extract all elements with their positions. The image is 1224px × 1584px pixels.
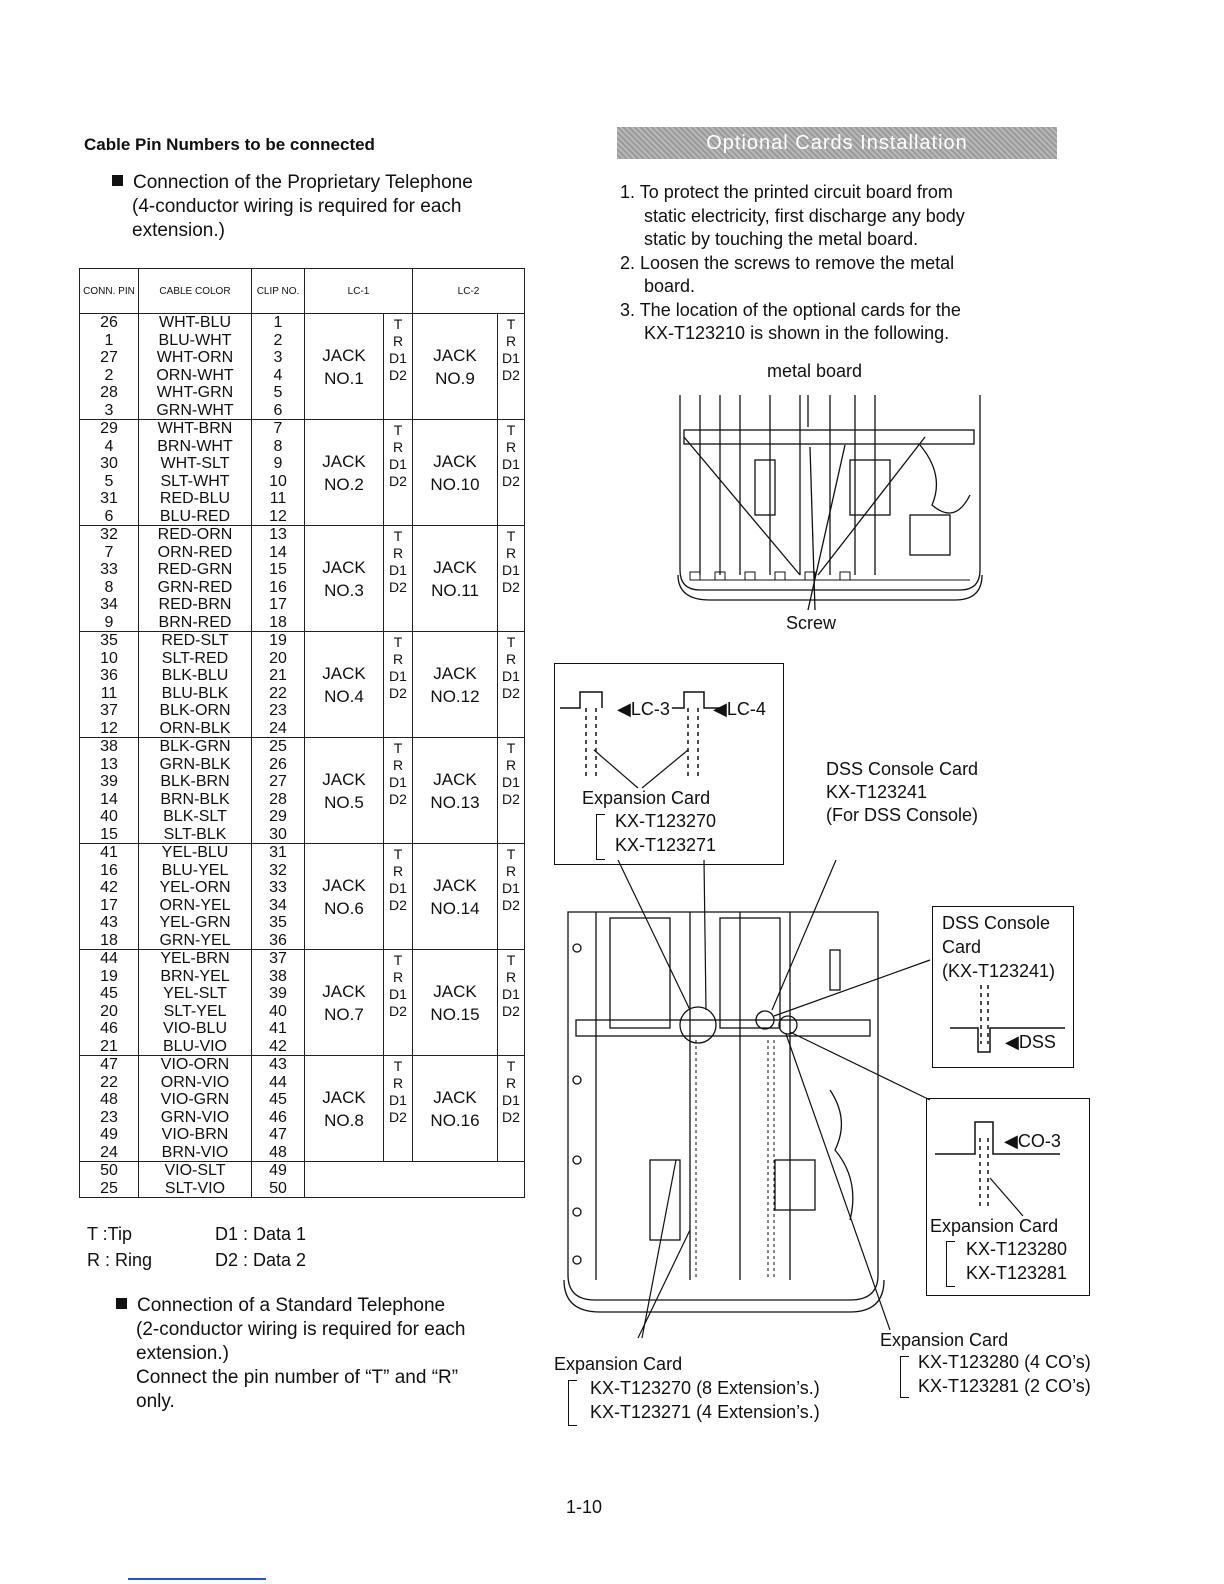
lc-slot-drawing: [560, 680, 780, 790]
conn-pin-cell: 26 1 27 2 28 3: [80, 314, 139, 420]
conn-pin-cell: 47 22 48 23 49 24: [80, 1056, 139, 1162]
co-model-2: KX-T123281: [966, 1263, 1068, 1283]
lc1-jack-cell: JACK NO.7: [305, 950, 384, 1056]
lc2-tr-cell: T R D1 D2: [498, 314, 525, 420]
lc2-jack-cell: JACK NO.10: [413, 420, 498, 526]
lc3-tag: ◀LC-3: [617, 699, 670, 719]
metal-board-label: metal board: [767, 361, 863, 381]
lc2-tr-cell: T R D1 D2: [498, 738, 525, 844]
lc2-jack-cell: JACK NO.15: [413, 950, 498, 1056]
lc1-jack-cell: JACK NO.6: [305, 844, 384, 950]
page-number: 1-10: [566, 1497, 603, 1517]
dss-tag: ◀DSS: [1005, 1032, 1056, 1052]
lc1-jack-cell: JACK NO.1: [305, 314, 384, 420]
table-row: [80, 526, 525, 632]
lc2-tr-cell: T R D1 D2: [498, 1056, 525, 1162]
cable-color-cell: RED-SLT SLT-RED BLK-BLU BLU-BLK BLK-ORN ORN-BLK: [139, 632, 252, 738]
lc2-jack-cell: JACK NO.12: [413, 632, 498, 738]
lc1-tr-cell: T R D1 D2: [384, 844, 413, 950]
table-row: [80, 1056, 525, 1162]
conn-pin-cell: 32 7 33 8 34 9: [80, 526, 139, 632]
lc1-tr-cell: T R D1 D2: [384, 526, 413, 632]
lc-expansion-label: Expansion Card: [582, 788, 711, 808]
clip-no-cell: 49 50: [252, 1162, 305, 1198]
lc2-jack-cell: JACK NO.16: [413, 1056, 498, 1162]
cable-pin-table: [79, 268, 525, 1198]
proprietary-telephone-note: Connection of the Proprietary Telephone (4-conductor wiring is required for each extension.): [112, 171, 473, 243]
cable-color-cell: WHT-BRN BRN-WHT WHT-SLT SLT-WHT RED-BLU BLU-RED: [139, 420, 252, 526]
footer-rule: [128, 1578, 266, 1580]
cable-color-cell: VIO-ORN ORN-VIO VIO-GRN GRN-VIO VIO-BRN BRN-VIO: [139, 1056, 252, 1162]
clip-no-cell: 1 2 3 4 5 6: [252, 314, 305, 420]
lc1-tr-cell: T R D1 D2: [384, 738, 413, 844]
co-slot-drawing: [935, 1110, 1075, 1220]
bracket-icon: [900, 1356, 909, 1398]
bullet-icon: [112, 175, 123, 186]
conn-pin-cell: 50 25: [80, 1162, 139, 1198]
bottom-right-model-1: KX-T123280 (4 CO’s): [918, 1352, 1091, 1372]
lc2-tr-cell: T R D1 D2: [498, 844, 525, 950]
cable-color-cell: VIO-SLT SLT-VIO: [139, 1162, 252, 1198]
installation-steps: 1. To protect the printed circuit board from static electricity, first discharge any body static by touching the metal board. 2. Loosen the screws to remove the metal board. 3. The location of the optional cards for the KX-T123210 is shown in the following.: [620, 182, 965, 343]
conn-pin-cell: 38 13 39 14 40 15: [80, 738, 139, 844]
section-banner: Optional Cards Installation: [617, 127, 1057, 159]
bracket-icon: [946, 1241, 955, 1287]
clip-no-cell: 7 8 9 10 11 12: [252, 420, 305, 526]
section-title: Cable Pin Numbers to be connected: [84, 135, 375, 154]
lc1-jack-cell: JACK NO.2: [305, 420, 384, 526]
lc2-tr-cell: T R D1 D2: [498, 420, 525, 526]
clip-no-cell: 43 44 45 46 47 48: [252, 1056, 305, 1162]
cable-color-cell: YEL-BRN BRN-YEL YEL-SLT SLT-YEL VIO-BLU BLU-VIO: [139, 950, 252, 1056]
cable-color-cell: RED-ORN ORN-RED RED-GRN GRN-RED RED-BRN BRN-RED: [139, 526, 252, 632]
conn-pin-cell: 41 16 42 17 43 18: [80, 844, 139, 950]
clip-no-cell: 13 14 15 16 17 18: [252, 526, 305, 632]
header-cable-color: CABLE COLOR: [139, 269, 252, 314]
lc-model-1: KX-T123270: [615, 811, 717, 831]
conn-pin-cell: 29 4 30 5 31 6: [80, 420, 139, 526]
cable-color-cell: YEL-BLU BLU-YEL YEL-ORN ORN-YEL YEL-GRN GRN-YEL: [139, 844, 252, 950]
header-clip-no: CLIP NO.: [252, 269, 305, 314]
lc2-tr-cell: T R D1 D2: [498, 950, 525, 1056]
co-model-1: KX-T123280: [966, 1239, 1068, 1259]
co3-tag: ◀CO-3: [1004, 1131, 1061, 1151]
conn-pin-cell: 44 19 45 20 46 21: [80, 950, 139, 1056]
lc1-tr-cell: T R D1 D2: [384, 1056, 413, 1162]
lc2-tr-cell: T R D1 D2: [498, 632, 525, 738]
lc1-tr-cell: T R D1 D2: [384, 420, 413, 526]
co-expansion-label: Expansion Card: [930, 1216, 1059, 1236]
header-lc2: LC-2: [413, 269, 525, 314]
lc1-jack-cell: JACK NO.5: [305, 738, 384, 844]
bottom-right-expansion-label: Expansion Card: [880, 1330, 1009, 1350]
bracket-icon: [596, 814, 605, 860]
table-row: [80, 950, 525, 1056]
lc1-jack-cell: JACK NO.4: [305, 632, 384, 738]
lc1-tr-cell: T R D1 D2: [384, 314, 413, 420]
empty-cell: [305, 1162, 525, 1198]
table-row: [80, 420, 525, 526]
cable-color-cell: WHT-BLU BLU-WHT WHT-ORN ORN-WHT WHT-GRN GRN-WHT: [139, 314, 252, 420]
clip-no-cell: 25 26 27 28 29 30: [252, 738, 305, 844]
lc2-jack-cell: JACK NO.13: [413, 738, 498, 844]
bracket-icon: [568, 1380, 577, 1426]
table-row: [80, 1162, 525, 1198]
clip-no-cell: 31 32 33 34 35 36: [252, 844, 305, 950]
lc2-jack-cell: JACK NO.14: [413, 844, 498, 950]
dss-box-label: DSS Console Card (KX-T123241): [942, 913, 1056, 981]
legend: T :Tip D1 : Data 1 R : Ring D2 : Data 2: [87, 1224, 307, 1270]
dss-card-label: DSS Console Card KX-T123241 (For DSS Console): [826, 759, 979, 825]
conn-pin-cell: 35 10 36 11 37 12: [80, 632, 139, 738]
lc-model-2: KX-T123271: [615, 835, 717, 855]
lc2-tr-cell: T R D1 D2: [498, 526, 525, 632]
lc1-jack-cell: JACK NO.3: [305, 526, 384, 632]
lc2-jack-cell: JACK NO.11: [413, 526, 498, 632]
lc2-jack-cell: JACK NO.9: [413, 314, 498, 420]
screw-label: Screw: [786, 613, 837, 633]
header-lc1: LC-1: [305, 269, 413, 314]
table-row: [80, 632, 525, 738]
lc1-jack-cell: JACK NO.8: [305, 1056, 384, 1162]
lc1-tr-cell: T R D1 D2: [384, 950, 413, 1056]
table-row: [80, 844, 525, 950]
header-conn-pin: CONN. PIN: [80, 269, 139, 314]
main-unit-drawing: [550, 860, 940, 1340]
table-row: [80, 738, 525, 844]
cable-color-cell: BLK-GRN GRN-BLK BLK-BRN BRN-BLK BLK-SLT SLT-BLK: [139, 738, 252, 844]
clip-no-cell: 37 38 39 40 41 42: [252, 950, 305, 1056]
clip-no-cell: 19 20 21 22 23 24: [252, 632, 305, 738]
standard-telephone-note: Connection of a Standard Telephone (2-conductor wiring is required for each extension.) Connect the pin number of “T” and “R” only.: [116, 1294, 466, 1414]
bottom-right-model-2: KX-T123281 (2 CO’s): [918, 1376, 1091, 1396]
lc1-tr-cell: T R D1 D2: [384, 632, 413, 738]
metal-board-drawing: [670, 385, 990, 635]
bottom-left-model-1: KX-T123270 (8 Extension’s.): [590, 1378, 820, 1398]
bullet-icon: [116, 1298, 127, 1309]
table-row: [80, 314, 525, 420]
lc4-tag: ◀LC-4: [713, 699, 766, 719]
bottom-left-expansion-label: Expansion Card: [554, 1354, 683, 1374]
bottom-left-model-2: KX-T123271 (4 Extension’s.): [590, 1402, 820, 1422]
